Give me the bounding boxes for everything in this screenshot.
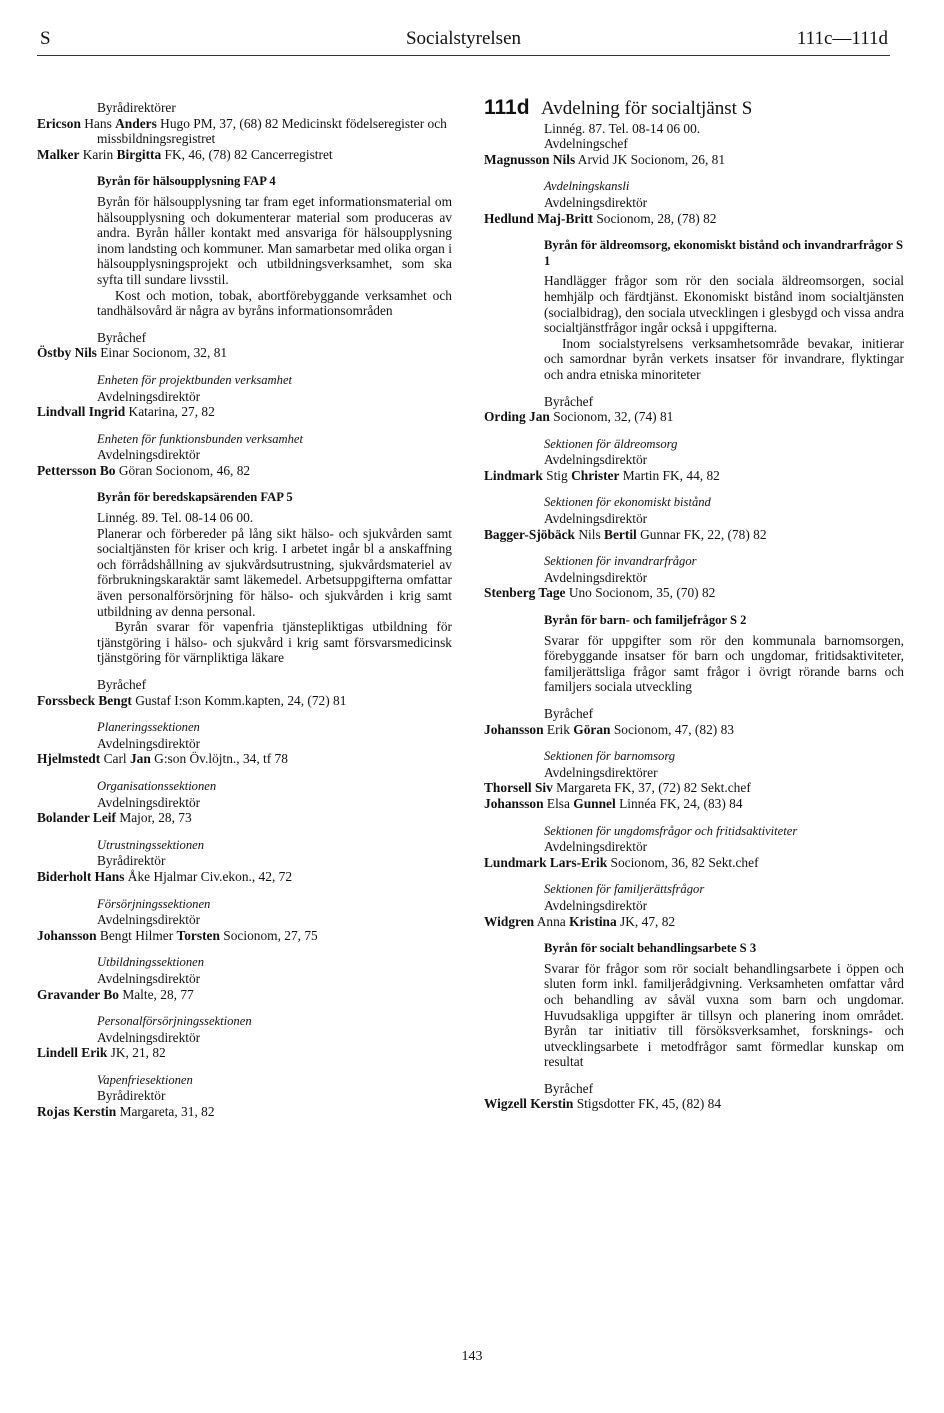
section-heading: Planeringssektionen [97,720,200,735]
bureau-heading: Byrån för äldreomsorg, ekonomiskt bistånd och invandrarfrågor S 1 [544,238,903,268]
staff-name-bold: Johansson [484,721,544,737]
left-column [37,100,452,1120]
role-title: Avdelningsdirektör [97,794,201,810]
bureau-heading: Byrån för hälsoupplysning FAP 4 [97,174,276,189]
staff-details: Stigsdotter FK, 45, (82) 84 [573,1096,722,1112]
role-title: Avdelningsdirektör [97,447,201,463]
staff-name-bold: Lundmark Lars-Erik [484,854,608,870]
bureau-description [37,194,452,319]
staff-name-bold: Malker [37,146,80,162]
staff-name-bold: Forssbeck Bengt [37,692,132,708]
staff-details: Hans [80,115,116,131]
bureau-heading: Byrån för beredskapsärenden FAP 5 [97,490,293,505]
staff-entry [484,780,904,796]
staff-name-bold: Thorsell Siv [484,780,553,796]
staff-name-bold: Bagger-Sjöbäck [484,526,576,542]
staff-entry [37,404,452,420]
staff-name-bold: Johansson [484,795,544,811]
section-heading: Sektionen för ungdomsfrågor och fritidsaktiviteter [544,823,798,838]
staff-entry [37,869,452,885]
section-heading: Utbildningssektionen [97,955,205,970]
staff-details: Nils [575,526,605,542]
department-code: 111d [484,96,530,119]
spacer [484,695,904,706]
staff-details: Göran Socionom, 46, 82 [115,462,251,478]
spacer [37,319,452,330]
description-paragraph: Byrån svarar för vapenfria tjänstepliktigas utbildning för tjänstgöring i hälso- och sjukvård i krig samt försvarsmedicinsk tjänstgöring för värnpliktiga läkare [97,619,452,666]
staff-name-bold: Johansson [37,927,97,943]
role-title: Byråchef [544,706,594,721]
staff-details: Gunnar FK, 22, (78) 82 [636,526,767,542]
staff-entry [37,928,452,944]
section-heading: Sektionen för äldreomsorg [544,436,678,451]
spacer [37,666,452,677]
section-heading: Försörjningssektionen [97,896,211,911]
section-heading: Sektionen för invandrarfrågor [544,554,697,569]
staff-entry [37,1104,452,1120]
staff-entry [484,722,904,738]
header-title: Socialstyrelsen [405,28,522,49]
staff-details: Gustaf I:son Komm.kapten, 24, (72) 81 [131,692,347,708]
staff-entry [37,345,452,361]
staff-details: Arvid JK Socionom, 26, 81 [575,151,726,167]
staff-details: Elsa [543,795,574,811]
role-title: Avdelningsdirektör [544,839,648,855]
staff-name-bold: Ording Jan [484,409,550,425]
description-paragraph: Handlägger frågor som rör den sociala äldreomsorgen, social hemhjälp och färdtjänst. Ekonomiskt bistånd inom socialtjänsten (socialbidrag), den sociala utvecklingen i glesbygd och vissa andra socialtjänstfrågor ingår också i uppgifterna. [544,273,904,336]
staff-entry [484,409,904,425]
role-title: Avdelningsdirektörer [544,764,658,780]
staff-details: Erik [543,721,574,737]
staff-details: Anna [534,913,570,929]
staff-name-bold: Gunnel [573,795,616,811]
staff-entry [484,585,904,601]
staff-details: Katarina, 27, 82 [125,404,215,420]
bureau-description [484,273,904,382]
staff-name-bold: Lindvall Ingrid [37,404,126,420]
section-heading: Enheten för projektbunden verksamhet [97,372,293,387]
staff-name-bold: Hjelmstedt [37,751,101,767]
spacer [484,1070,904,1081]
staff-details: Uno Socionom, 35, (70) 82 [565,585,716,601]
staff-name-bold: Stenberg Tage [484,585,566,601]
staff-details: Socionom, 28, (78) 82 [592,210,717,226]
page-number: 143 [461,1349,483,1364]
staff-name-bold: Ericson [37,115,81,131]
staff-details: Stig [542,467,572,483]
staff-details: G:son Öv.löjtn., 34, tf 78 [150,751,288,767]
section-heading: Vapenfriesektionen [97,1072,193,1087]
address-info: Linnég. 87. Tel. 08-14 06 00. [544,120,701,136]
staff-name-bold: Bertil [604,526,637,542]
role-title: Avdelningsdirektör [97,1029,201,1045]
spacer [484,383,904,394]
staff-details: Socionom, 27, 75 [219,927,318,943]
staff-entry [484,855,904,871]
staff-name-bold: Kristina [569,913,617,929]
description-paragraph: Planerar och förbereder på lång sikt hälso- och sjukvården samt socialtjänsten för kriser och krig. I arbetet ingår bl a anskaffning och förrådshållning av sjukvårdsutrustning, sjukvårdsmateriel av förbrukningskaraktär samt läkemedel. Arbetsuppgifterna omfattar även personalförsörjning för hälso- och sjukvården i krig samt utbildning av denna personal. [97,525,452,619]
staff-name-bold: Torsten [176,927,220,943]
staff-entry [484,1096,904,1112]
staff-name-bold: Biderholt Hans [37,868,125,884]
section-heading: Sektionen för barnomsorg [544,749,676,764]
role-title: Byråchef [544,1080,594,1096]
staff-name-bold: Birgitta [116,146,162,162]
role-title: Byråchef [544,393,594,409]
address-info: Linnég. 89. Tel. 08-14 06 00. [97,510,254,526]
staff-entry [484,468,904,484]
staff-entry [37,751,452,767]
staff-entry [37,987,452,1003]
staff-details: JK, 21, 82 [107,1045,166,1061]
role-title: Byrådirektör [97,853,166,869]
right-column [484,96,904,1112]
staff-details: Linnéa FK, 24, (83) 84 [615,795,743,811]
department-name: Avdelning för socialtjänst S [541,98,753,119]
staff-details: Carl [100,751,130,767]
section-heading: Organisationssektionen [97,778,217,793]
staff-name-bold: Lindell Erik [37,1045,108,1061]
staff-entry [37,1045,452,1061]
staff-entry [37,693,452,709]
description-paragraph: Svarar för uppgifter som rör den kommunala barnomsorgen, förebyggande insatser för barn och ungdomar, fritidsaktiviteter, familjerättsliga frågor samt frågor i övrigt rörande barns och familjers sociala utveckling [544,632,904,695]
role-title: Avdelningsdirektör [544,452,648,468]
staff-details: Socionom, 47, (82) 83 [610,721,734,737]
section-heading: Avdelningskansli [544,179,630,194]
staff-details: Einar Socionom, 32, 81 [96,345,228,361]
staff-details: Socionom, 36, 82 Sekt.chef [607,854,759,870]
description-paragraph: Inom socialstyrelsens verksamhetsområde bevakar, initierar och samordnar byrån verkets insatser för invandrare, flyktingar och andra etniska minoriteter [544,335,904,382]
role-title: Avdelningsdirektör [97,735,201,751]
staff-name-bold: Wigzell Kerstin [484,1096,574,1112]
description-paragraph: Kost och motion, tobak, abortförebyggande verksamhet och tandhälsovård är några av byråns informationsområden [97,287,452,319]
staff-details: Hugo PM, 37, (68) 82 Medicinskt födelseregister och missbildningsregistret [97,115,447,147]
staff-entry [37,810,452,826]
staff-entry [484,527,904,543]
header-section-letter: S [40,28,51,49]
staff-details: Margareta FK, 37, (72) 82 Sekt.chef [552,780,751,796]
role-title: Avdelningsdirektör [544,194,648,210]
staff-entry [484,914,904,930]
staff-name-bold: Jan [129,751,151,767]
staff-details: Major, 28, 73 [115,810,192,826]
staff-name-bold: Göran [573,721,611,737]
role-title: Avdelningsdirektör [544,897,648,913]
role-title: Byråchef [97,677,147,692]
page-header [37,24,890,56]
section-heading: Utrustningssektionen [97,837,205,852]
staff-name-bold: Hedlund Maj-Britt [484,210,593,226]
staff-details: Malte, 28, 77 [118,986,194,1002]
section-heading: Enheten för funktionsbunden verksamhet [97,431,304,446]
staff-entry [37,463,452,479]
bureau-description [484,633,904,695]
role-title: Avdelningschef [544,136,628,152]
role-title: Avdelningsdirektör [544,511,648,527]
staff-name-bold: Gravander Bo [37,986,119,1002]
header-range: 111c—111d [796,28,888,49]
staff-name-bold: Östby Nils [37,345,97,361]
description-paragraph: Byrån för hälsoupplysning tar fram eget informationsmaterial om hälsoupplysning och dokumenterar material som produceras av andra. Byrån håller kontakt med ansvariga för hälsoupplysning inom landsting och kommuner. Man samarbetar med olika organ i hälsoupplysningsprojekt och utbildningsverksamhet, som ska syfta till sundare livsstil. [97,193,452,287]
staff-details: Åke Hjalmar Civ.ekon., 42, 72 [124,868,293,884]
staff-details: JK, 47, 82 [616,913,676,929]
role-title: Byrådirektör [97,1088,166,1104]
role-title: Avdelningsdirektör [97,970,201,986]
role-title: Avdelningsdirektör [97,388,201,404]
staff-name-bold: Bolander Leif [37,810,116,826]
staff-details: Socionom, 32, (74) 81 [549,409,674,425]
staff-details: FK, 46, (78) 82 Cancerregistret [161,146,333,162]
staff-details: Martin FK, 44, 82 [619,467,720,483]
header-rule [37,55,890,56]
staff-name-bold: Magnusson Nils [484,151,576,167]
role-title: Byråchef [97,329,147,345]
staff-entry [484,152,904,168]
staff-name-bold: Lindmark [484,467,543,483]
bureau-description [37,526,452,666]
section-heading: Sektionen för familjerättsfrågor [544,882,705,897]
staff-entry [37,147,452,163]
staff-details: Karin [79,146,117,162]
section-heading: Personalförsörjningssektionen [97,1014,252,1029]
role-title: Avdelningsdirektör [97,912,201,928]
bureau-heading: Byrån för socialt behandlingsarbete S 3 [544,941,757,956]
staff-name-bold: Anders [115,115,157,131]
staff-name-bold: Widgren [484,913,535,929]
staff-details: Bengt Hilmer [96,927,177,943]
department-heading [484,96,904,119]
role-title: Avdelningsdirektör [544,569,648,585]
section-heading: Sektionen för ekonomiskt bistånd [544,495,711,510]
description-paragraph: Svarar för frågor som rör socialt behandlingsarbete i öppen och sluten form inkl. familjerådgivning. Verksamheten omfattar vård och behandling av såväl vuxna som barn och ungdomar. Huvudsakliga uppgifter är tillsyn och planering inom området. Byrån tar initiativ till försöksverksamhet, forsknings- och utvecklingsarbete i metodfrågor samt förmedlar kunskap om resultat [544,960,904,1070]
bureau-heading: Byrån för barn- och familjefrågor S 2 [544,613,747,628]
staff-name-bold: Rojas Kerstin [37,1104,117,1120]
role-title: Byrådirektörer [97,100,176,115]
staff-entry [484,211,904,227]
staff-name-bold: Christer [571,467,620,483]
staff-entry [484,796,904,812]
staff-entry [37,116,452,147]
staff-name-bold: Pettersson Bo [37,462,116,478]
bureau-description [484,961,904,1070]
staff-details: Margareta, 31, 82 [116,1104,215,1120]
